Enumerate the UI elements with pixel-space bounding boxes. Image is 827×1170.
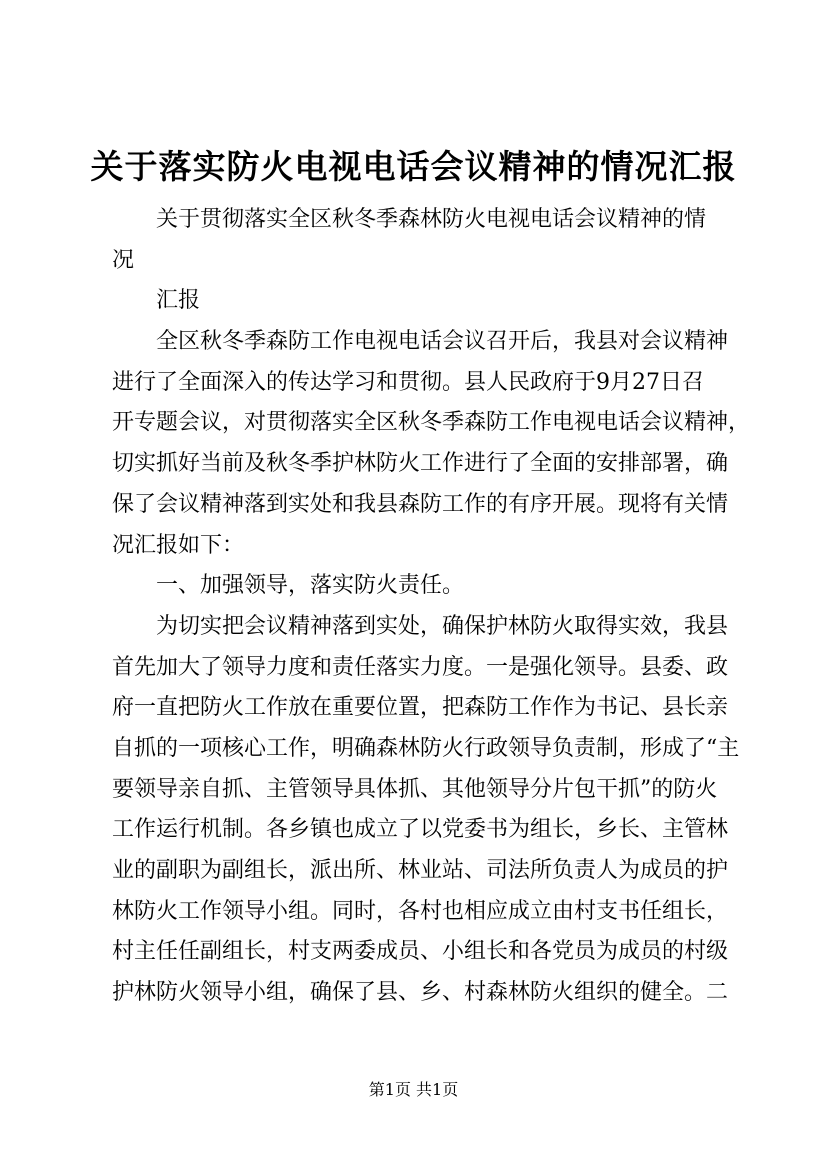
page-number-footer: 第1页 共1页 [368, 1080, 459, 1099]
paragraph-line: 切实抓好当前及秋冬季护林防火工作进行了全面的安排部署，确 [112, 451, 729, 477]
paragraph-line: 府一直把防火工作放在重要位置，把森防工作作为书记、县长亲 [112, 695, 729, 721]
paragraph-line: 全区秋冬季森防工作电视电话会议召开后，我县对会议精神 [156, 329, 729, 355]
paragraph-line: 保了会议精神落到实处和我县森防工作的有序开展。现将有关情 [112, 491, 729, 517]
paragraph-line: 况 [112, 247, 135, 273]
paragraph-line: 开专题会议，对贯彻落实全区秋冬季森防工作电视电话会议精神， [112, 410, 751, 436]
paragraph-line: 业的副职为副组长，派出所、林业站、司法所负责人为成员的护 [112, 858, 729, 883]
document-body [112, 200, 751, 1014]
section-heading: 一、加强领导，落实防火责任。 [156, 573, 465, 599]
paragraph-line: 工作运行机制。各乡镇也成立了以党委书为组长，乡长、主管林 [112, 817, 729, 843]
paragraph-line: 为切实把会议精神落到实处，确保护林防火取得实效，我县 [156, 613, 729, 639]
paragraph-line: 林防火工作领导小组。同时，各村也相应成立由村支书任组长， [112, 898, 729, 924]
paragraph-line: 首先加大了领导力度和责任落实力度。一是强化领导。县委、政 [112, 654, 729, 680]
paragraph-line: 关于贯彻落实全区秋冬季森林防火电视电话会议精神的情 [156, 207, 707, 232]
document-title: 关于落实防火电视电话会议精神的情况汇报 [90, 147, 737, 186]
paragraph-line: 自抓的一项核心工作，明确森林防火行政领导负责制，形成了“主 [112, 735, 740, 761]
paragraph-line: 村主任任副组长，村支两委成员、小组长和各党员为成员的村级 [112, 939, 729, 965]
paragraph-line: 况汇报如下： [112, 532, 245, 558]
paragraph-line: 要领导亲自抓、主管领导具体抓、其他领导分片包干抓”的防火 [112, 776, 718, 802]
paragraph-line: 护林防火领导小组，确保了县、乡、村森林防火组织的健全。二 [112, 980, 729, 1006]
paragraph-line: 进行了全面深入的传达学习和贯彻。县人民政府于9月27日召 [112, 369, 704, 395]
paragraph-line: 汇报 [156, 288, 201, 314]
